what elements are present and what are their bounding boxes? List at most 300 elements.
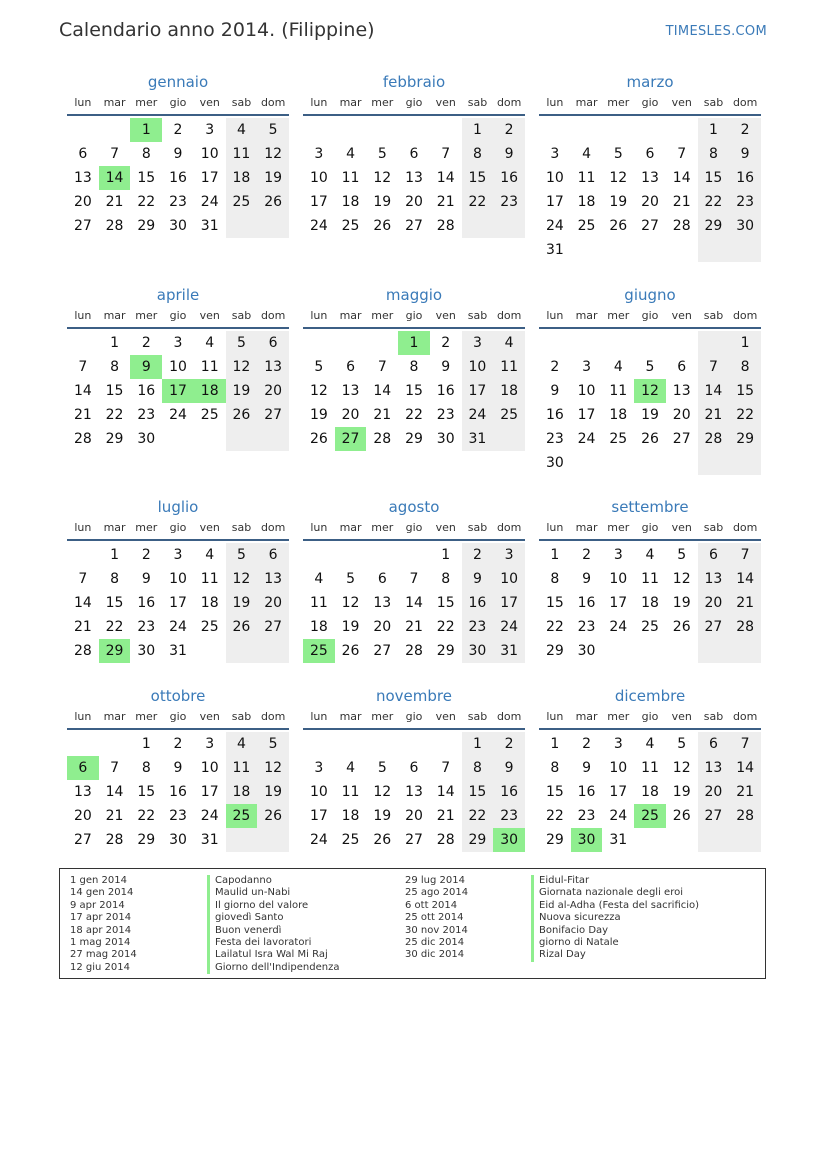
day-cell[interactable]: 4 xyxy=(493,331,525,355)
day-cell[interactable]: 23 xyxy=(729,190,761,214)
day-cell[interactable]: 17 xyxy=(169,595,187,611)
day-cell[interactable]: 23 xyxy=(577,619,596,635)
day-cell[interactable]: 21 xyxy=(729,591,761,615)
day-cell[interactable]: 6 xyxy=(698,732,730,756)
day-cell[interactable]: 26 xyxy=(226,403,258,427)
day-cell[interactable]: 4 xyxy=(205,547,215,563)
day-cell[interactable]: 21 xyxy=(405,619,423,635)
day-cell[interactable]: 5 xyxy=(314,359,324,375)
day-cell[interactable]: 14 xyxy=(729,756,761,780)
day-cell[interactable]: 23 xyxy=(545,431,564,447)
day-cell[interactable]: 17 xyxy=(309,808,328,824)
day-cell[interactable]: 14 xyxy=(105,784,124,800)
day-cell[interactable]: 11 xyxy=(641,571,659,587)
day-cell[interactable]: 16 xyxy=(729,166,761,190)
day-cell[interactable]: 12 xyxy=(373,784,392,800)
day-cell[interactable]: 20 xyxy=(698,780,730,804)
day-cell[interactable]: 30 xyxy=(577,643,596,659)
day-cell[interactable]: 6 xyxy=(67,756,99,780)
day-cell[interactable]: 6 xyxy=(377,571,387,587)
day-cell[interactable]: 6 xyxy=(409,760,419,776)
day-cell[interactable]: 19 xyxy=(257,166,289,190)
day-cell[interactable]: 11 xyxy=(609,383,628,399)
day-cell[interactable]: 16 xyxy=(137,595,156,611)
day-cell[interactable]: 27 xyxy=(641,218,659,234)
day-cell[interactable]: 24 xyxy=(309,218,328,234)
day-cell[interactable]: 14 xyxy=(729,567,761,591)
day-cell[interactable]: 2 xyxy=(141,335,151,351)
day-cell[interactable]: 27 xyxy=(698,615,730,639)
day-cell[interactable]: 31 xyxy=(493,639,525,663)
day-cell[interactable]: 21 xyxy=(73,619,92,635)
day-cell[interactable]: 18 xyxy=(341,808,360,824)
day-cell[interactable]: 16 xyxy=(137,383,156,399)
day-cell[interactable]: 8 xyxy=(141,760,151,776)
day-cell[interactable]: 18 xyxy=(309,619,328,635)
day-cell[interactable]: 23 xyxy=(169,194,187,210)
day-cell[interactable]: 30 xyxy=(137,643,156,659)
day-cell[interactable]: 23 xyxy=(137,407,156,423)
day-cell[interactable]: 19 xyxy=(641,407,659,423)
day-cell[interactable]: 24 xyxy=(169,619,187,635)
day-cell[interactable]: 5 xyxy=(257,118,289,142)
day-cell[interactable]: 2 xyxy=(582,547,592,563)
day-cell[interactable]: 8 xyxy=(141,146,151,162)
day-cell[interactable]: 18 xyxy=(341,194,360,210)
day-cell[interactable]: 19 xyxy=(257,780,289,804)
day-cell[interactable]: 20 xyxy=(73,808,92,824)
day-cell[interactable]: 17 xyxy=(609,784,628,800)
day-cell[interactable]: 3 xyxy=(173,335,183,351)
day-cell[interactable]: 3 xyxy=(613,736,623,752)
day-cell[interactable]: 18 xyxy=(200,595,219,611)
day-cell[interactable]: 21 xyxy=(73,407,92,423)
day-cell[interactable]: 18 xyxy=(609,407,628,423)
day-cell[interactable]: 22 xyxy=(462,190,494,214)
day-cell[interactable]: 13 xyxy=(257,567,289,591)
day-cell[interactable]: 19 xyxy=(609,194,628,210)
day-cell[interactable]: 10 xyxy=(200,760,219,776)
day-cell[interactable]: 5 xyxy=(377,760,387,776)
day-cell[interactable]: 8 xyxy=(550,760,560,776)
day-cell[interactable]: 12 xyxy=(309,383,328,399)
day-cell[interactable]: 9 xyxy=(130,355,162,379)
day-cell[interactable]: 4 xyxy=(226,118,258,142)
day-cell[interactable]: 13 xyxy=(73,784,92,800)
day-cell[interactable]: 22 xyxy=(105,407,124,423)
day-cell[interactable]: 25 xyxy=(609,431,628,447)
day-cell[interactable]: 7 xyxy=(78,571,88,587)
day-cell[interactable]: 2 xyxy=(441,335,451,351)
day-cell[interactable]: 15 xyxy=(545,595,564,611)
day-cell[interactable]: 22 xyxy=(137,194,156,210)
day-cell[interactable]: 24 xyxy=(545,218,564,234)
day-cell[interactable]: 26 xyxy=(257,804,289,828)
day-cell[interactable]: 7 xyxy=(110,760,120,776)
day-cell[interactable]: 28 xyxy=(105,832,124,848)
day-cell[interactable]: 13 xyxy=(698,567,730,591)
day-cell[interactable]: 13 xyxy=(341,383,360,399)
day-cell[interactable]: 21 xyxy=(698,403,730,427)
day-cell[interactable]: 8 xyxy=(409,359,419,375)
day-cell[interactable]: 12 xyxy=(226,567,258,591)
day-cell[interactable]: 29 xyxy=(545,832,564,848)
day-cell[interactable]: 21 xyxy=(436,194,455,210)
day-cell[interactable]: 24 xyxy=(609,619,628,635)
day-cell[interactable]: 11 xyxy=(200,359,219,375)
day-cell[interactable]: 17 xyxy=(309,194,328,210)
day-cell[interactable]: 17 xyxy=(493,591,525,615)
day-cell[interactable]: 25 xyxy=(634,804,666,828)
day-cell[interactable]: 9 xyxy=(582,571,592,587)
day-cell[interactable]: 1 xyxy=(110,335,120,351)
day-cell[interactable]: 16 xyxy=(169,784,187,800)
day-cell[interactable]: 29 xyxy=(462,828,494,852)
day-cell[interactable]: 30 xyxy=(436,431,455,447)
day-cell[interactable]: 28 xyxy=(405,643,423,659)
day-cell[interactable]: 6 xyxy=(645,146,655,162)
day-cell[interactable]: 23 xyxy=(493,190,525,214)
day-cell[interactable]: 3 xyxy=(613,547,623,563)
day-cell[interactable]: 1 xyxy=(141,736,151,752)
day-cell[interactable]: 3 xyxy=(550,146,560,162)
day-cell[interactable]: 16 xyxy=(545,407,564,423)
day-cell[interactable]: 10 xyxy=(309,784,328,800)
day-cell[interactable]: 6 xyxy=(257,543,289,567)
day-cell[interactable]: 21 xyxy=(672,194,691,210)
day-cell[interactable]: 9 xyxy=(173,760,183,776)
day-cell[interactable]: 12 xyxy=(634,379,666,403)
day-cell[interactable]: 30 xyxy=(545,455,564,471)
day-cell[interactable]: 19 xyxy=(373,194,392,210)
day-cell[interactable]: 5 xyxy=(346,571,356,587)
day-cell[interactable]: 22 xyxy=(545,619,564,635)
day-cell[interactable]: 26 xyxy=(226,615,258,639)
day-cell[interactable]: 21 xyxy=(105,194,124,210)
day-cell[interactable]: 29 xyxy=(545,643,564,659)
day-cell[interactable]: 19 xyxy=(226,591,258,615)
day-cell[interactable]: 30 xyxy=(462,639,494,663)
day-cell[interactable]: 2 xyxy=(582,736,592,752)
day-cell[interactable]: 30 xyxy=(729,214,761,238)
day-cell[interactable]: 29 xyxy=(137,218,156,234)
day-cell[interactable]: 10 xyxy=(493,567,525,591)
day-cell[interactable]: 10 xyxy=(169,571,187,587)
day-cell[interactable]: 5 xyxy=(226,543,258,567)
day-cell[interactable]: 19 xyxy=(341,619,360,635)
day-cell[interactable]: 8 xyxy=(729,355,761,379)
day-cell[interactable]: 3 xyxy=(582,359,592,375)
day-cell[interactable]: 15 xyxy=(405,383,423,399)
day-cell[interactable]: 22 xyxy=(137,808,156,824)
day-cell[interactable]: 26 xyxy=(257,190,289,214)
day-cell[interactable]: 29 xyxy=(729,427,761,451)
day-cell[interactable]: 17 xyxy=(545,194,564,210)
day-cell[interactable]: 26 xyxy=(672,808,691,824)
day-cell[interactable]: 9 xyxy=(493,142,525,166)
day-cell[interactable]: 27 xyxy=(698,804,730,828)
day-cell[interactable]: 12 xyxy=(609,170,628,186)
day-cell[interactable]: 1 xyxy=(729,331,761,355)
day-cell[interactable]: 11 xyxy=(309,595,328,611)
day-cell[interactable]: 20 xyxy=(341,407,360,423)
day-cell[interactable]: 29 xyxy=(99,639,131,663)
day-cell[interactable]: 26 xyxy=(641,431,659,447)
day-cell[interactable]: 31 xyxy=(169,643,187,659)
day-cell[interactable]: 24 xyxy=(462,403,494,427)
day-cell[interactable]: 24 xyxy=(200,808,219,824)
day-cell[interactable]: 6 xyxy=(677,359,687,375)
day-cell[interactable]: 4 xyxy=(205,335,215,351)
day-cell[interactable]: 5 xyxy=(257,732,289,756)
day-cell[interactable]: 19 xyxy=(226,379,258,403)
day-cell[interactable]: 9 xyxy=(441,359,451,375)
day-cell[interactable]: 3 xyxy=(205,122,215,138)
day-cell[interactable]: 21 xyxy=(729,780,761,804)
day-cell[interactable]: 28 xyxy=(105,218,124,234)
day-cell[interactable]: 8 xyxy=(110,359,120,375)
day-cell[interactable]: 11 xyxy=(226,142,258,166)
day-cell[interactable]: 12 xyxy=(257,142,289,166)
day-cell[interactable]: 9 xyxy=(550,383,560,399)
day-cell[interactable]: 17 xyxy=(462,379,494,403)
day-cell[interactable]: 11 xyxy=(341,170,360,186)
day-cell[interactable]: 15 xyxy=(137,170,156,186)
day-cell[interactable]: 26 xyxy=(341,643,360,659)
day-cell[interactable]: 18 xyxy=(641,784,659,800)
day-cell[interactable]: 22 xyxy=(729,403,761,427)
day-cell[interactable]: 2 xyxy=(141,547,151,563)
day-cell[interactable]: 7 xyxy=(409,571,419,587)
day-cell[interactable]: 16 xyxy=(493,166,525,190)
day-cell[interactable]: 25 xyxy=(226,804,258,828)
day-cell[interactable]: 14 xyxy=(436,784,455,800)
day-cell[interactable]: 17 xyxy=(200,784,219,800)
day-cell[interactable]: 23 xyxy=(493,804,525,828)
day-cell[interactable]: 1 xyxy=(462,732,494,756)
day-cell[interactable]: 20 xyxy=(257,379,289,403)
day-cell[interactable]: 31 xyxy=(545,242,564,258)
day-cell[interactable]: 9 xyxy=(462,567,494,591)
day-cell[interactable]: 29 xyxy=(137,832,156,848)
day-cell[interactable]: 1 xyxy=(462,118,494,142)
day-cell[interactable]: 17 xyxy=(162,379,194,403)
day-cell[interactable]: 24 xyxy=(309,832,328,848)
day-cell[interactable]: 2 xyxy=(462,543,494,567)
day-cell[interactable]: 2 xyxy=(173,122,183,138)
day-cell[interactable]: 1 xyxy=(110,547,120,563)
day-cell[interactable]: 20 xyxy=(698,591,730,615)
day-cell[interactable]: 6 xyxy=(698,543,730,567)
day-cell[interactable]: 26 xyxy=(609,218,628,234)
day-cell[interactable]: 17 xyxy=(577,407,596,423)
brand-link[interactable]: TIMESLES.COM xyxy=(665,24,767,39)
day-cell[interactable]: 12 xyxy=(226,355,258,379)
day-cell[interactable]: 8 xyxy=(698,142,730,166)
day-cell[interactable]: 25 xyxy=(200,407,219,423)
day-cell[interactable]: 16 xyxy=(169,170,187,186)
day-cell[interactable]: 28 xyxy=(436,218,455,234)
day-cell[interactable]: 4 xyxy=(346,760,356,776)
day-cell[interactable]: 17 xyxy=(200,170,219,186)
day-cell[interactable]: 15 xyxy=(462,166,494,190)
day-cell[interactable]: 22 xyxy=(105,619,124,635)
day-cell[interactable]: 18 xyxy=(226,780,258,804)
day-cell[interactable]: 12 xyxy=(672,760,691,776)
day-cell[interactable]: 27 xyxy=(335,427,367,451)
day-cell[interactable]: 10 xyxy=(462,355,494,379)
day-cell[interactable]: 19 xyxy=(672,595,691,611)
day-cell[interactable]: 27 xyxy=(405,218,423,234)
day-cell[interactable]: 4 xyxy=(645,547,655,563)
day-cell[interactable]: 29 xyxy=(698,214,730,238)
day-cell[interactable]: 24 xyxy=(609,808,628,824)
day-cell[interactable]: 25 xyxy=(341,218,360,234)
day-cell[interactable]: 13 xyxy=(73,170,92,186)
day-cell[interactable]: 15 xyxy=(105,383,124,399)
day-cell[interactable]: 23 xyxy=(436,407,455,423)
day-cell[interactable]: 1 xyxy=(550,736,560,752)
day-cell[interactable]: 24 xyxy=(493,615,525,639)
day-cell[interactable]: 14 xyxy=(436,170,455,186)
day-cell[interactable]: 13 xyxy=(698,756,730,780)
day-cell[interactable]: 18 xyxy=(194,379,226,403)
day-cell[interactable]: 20 xyxy=(405,194,423,210)
day-cell[interactable]: 3 xyxy=(314,760,324,776)
day-cell[interactable]: 1 xyxy=(441,547,451,563)
day-cell[interactable]: 9 xyxy=(493,756,525,780)
day-cell[interactable]: 15 xyxy=(105,595,124,611)
day-cell[interactable]: 22 xyxy=(545,808,564,824)
day-cell[interactable]: 10 xyxy=(545,170,564,186)
day-cell[interactable]: 7 xyxy=(110,146,120,162)
day-cell[interactable]: 6 xyxy=(78,146,88,162)
day-cell[interactable]: 28 xyxy=(73,431,92,447)
day-cell[interactable]: 3 xyxy=(205,736,215,752)
day-cell[interactable]: 18 xyxy=(493,379,525,403)
day-cell[interactable]: 31 xyxy=(462,427,494,451)
day-cell[interactable]: 7 xyxy=(729,543,761,567)
day-cell[interactable]: 28 xyxy=(729,804,761,828)
day-cell[interactable]: 1 xyxy=(398,331,430,355)
day-cell[interactable]: 28 xyxy=(672,218,691,234)
day-cell[interactable]: 3 xyxy=(493,543,525,567)
day-cell[interactable]: 29 xyxy=(405,431,423,447)
day-cell[interactable]: 4 xyxy=(346,146,356,162)
day-cell[interactable]: 13 xyxy=(405,170,423,186)
day-cell[interactable]: 13 xyxy=(405,784,423,800)
day-cell[interactable]: 8 xyxy=(110,571,120,587)
day-cell[interactable]: 12 xyxy=(341,595,360,611)
day-cell[interactable]: 25 xyxy=(303,639,335,663)
day-cell[interactable]: 5 xyxy=(377,146,387,162)
day-cell[interactable]: 18 xyxy=(577,194,596,210)
day-cell[interactable]: 21 xyxy=(105,808,124,824)
day-cell[interactable]: 16 xyxy=(462,591,494,615)
day-cell[interactable]: 5 xyxy=(677,736,687,752)
day-cell[interactable]: 6 xyxy=(257,331,289,355)
day-cell[interactable]: 23 xyxy=(137,619,156,635)
day-cell[interactable]: 30 xyxy=(137,431,156,447)
day-cell[interactable]: 2 xyxy=(173,736,183,752)
day-cell[interactable]: 4 xyxy=(613,359,623,375)
day-cell[interactable]: 29 xyxy=(436,643,455,659)
day-cell[interactable]: 4 xyxy=(226,732,258,756)
day-cell[interactable]: 22 xyxy=(462,804,494,828)
day-cell[interactable]: 7 xyxy=(698,355,730,379)
day-cell[interactable]: 27 xyxy=(73,218,92,234)
day-cell[interactable]: 16 xyxy=(577,595,596,611)
day-cell[interactable]: 7 xyxy=(78,359,88,375)
day-cell[interactable]: 13 xyxy=(641,170,659,186)
day-cell[interactable]: 21 xyxy=(436,808,455,824)
day-cell[interactable]: 6 xyxy=(346,359,356,375)
day-cell[interactable]: 1 xyxy=(550,547,560,563)
day-cell[interactable]: 16 xyxy=(493,780,525,804)
day-cell[interactable]: 23 xyxy=(169,808,187,824)
day-cell[interactable]: 26 xyxy=(672,619,691,635)
day-cell[interactable]: 7 xyxy=(441,760,451,776)
day-cell[interactable]: 26 xyxy=(309,431,328,447)
day-cell[interactable]: 2 xyxy=(550,359,560,375)
day-cell[interactable]: 12 xyxy=(672,571,691,587)
day-cell[interactable]: 28 xyxy=(698,427,730,451)
day-cell[interactable]: 25 xyxy=(226,190,258,214)
day-cell[interactable]: 14 xyxy=(373,383,392,399)
day-cell[interactable]: 7 xyxy=(677,146,687,162)
day-cell[interactable]: 5 xyxy=(677,547,687,563)
day-cell[interactable]: 13 xyxy=(672,383,691,399)
day-cell[interactable]: 14 xyxy=(73,595,92,611)
day-cell[interactable]: 25 xyxy=(641,619,659,635)
day-cell[interactable]: 15 xyxy=(137,784,156,800)
day-cell[interactable]: 22 xyxy=(405,407,423,423)
day-cell[interactable]: 14 xyxy=(99,166,131,190)
day-cell[interactable]: 14 xyxy=(405,595,423,611)
day-cell[interactable]: 15 xyxy=(698,166,730,190)
day-cell[interactable]: 10 xyxy=(577,383,596,399)
day-cell[interactable]: 18 xyxy=(641,595,659,611)
day-cell[interactable]: 28 xyxy=(73,643,92,659)
day-cell[interactable]: 24 xyxy=(169,407,187,423)
day-cell[interactable]: 20 xyxy=(373,619,392,635)
day-cell[interactable]: 2 xyxy=(493,118,525,142)
day-cell[interactable]: 24 xyxy=(577,431,596,447)
day-cell[interactable]: 7 xyxy=(441,146,451,162)
day-cell[interactable]: 20 xyxy=(257,591,289,615)
day-cell[interactable]: 27 xyxy=(405,832,423,848)
day-cell[interactable]: 15 xyxy=(436,595,455,611)
day-cell[interactable]: 13 xyxy=(373,595,392,611)
day-cell[interactable]: 31 xyxy=(200,218,219,234)
day-cell[interactable]: 4 xyxy=(314,571,324,587)
day-cell[interactable]: 29 xyxy=(105,431,124,447)
day-cell[interactable]: 1 xyxy=(130,118,162,142)
day-cell[interactable]: 27 xyxy=(257,615,289,639)
day-cell[interactable]: 30 xyxy=(169,832,187,848)
day-cell[interactable]: 27 xyxy=(373,643,392,659)
day-cell[interactable]: 11 xyxy=(226,756,258,780)
day-cell[interactable]: 22 xyxy=(436,619,455,635)
day-cell[interactable]: 9 xyxy=(729,142,761,166)
day-cell[interactable]: 9 xyxy=(173,146,183,162)
day-cell[interactable]: 11 xyxy=(493,355,525,379)
day-cell[interactable]: 15 xyxy=(729,379,761,403)
day-cell[interactable]: 8 xyxy=(550,571,560,587)
day-cell[interactable]: 4 xyxy=(582,146,592,162)
day-cell[interactable]: 7 xyxy=(377,359,387,375)
day-cell[interactable]: 3 xyxy=(173,547,183,563)
